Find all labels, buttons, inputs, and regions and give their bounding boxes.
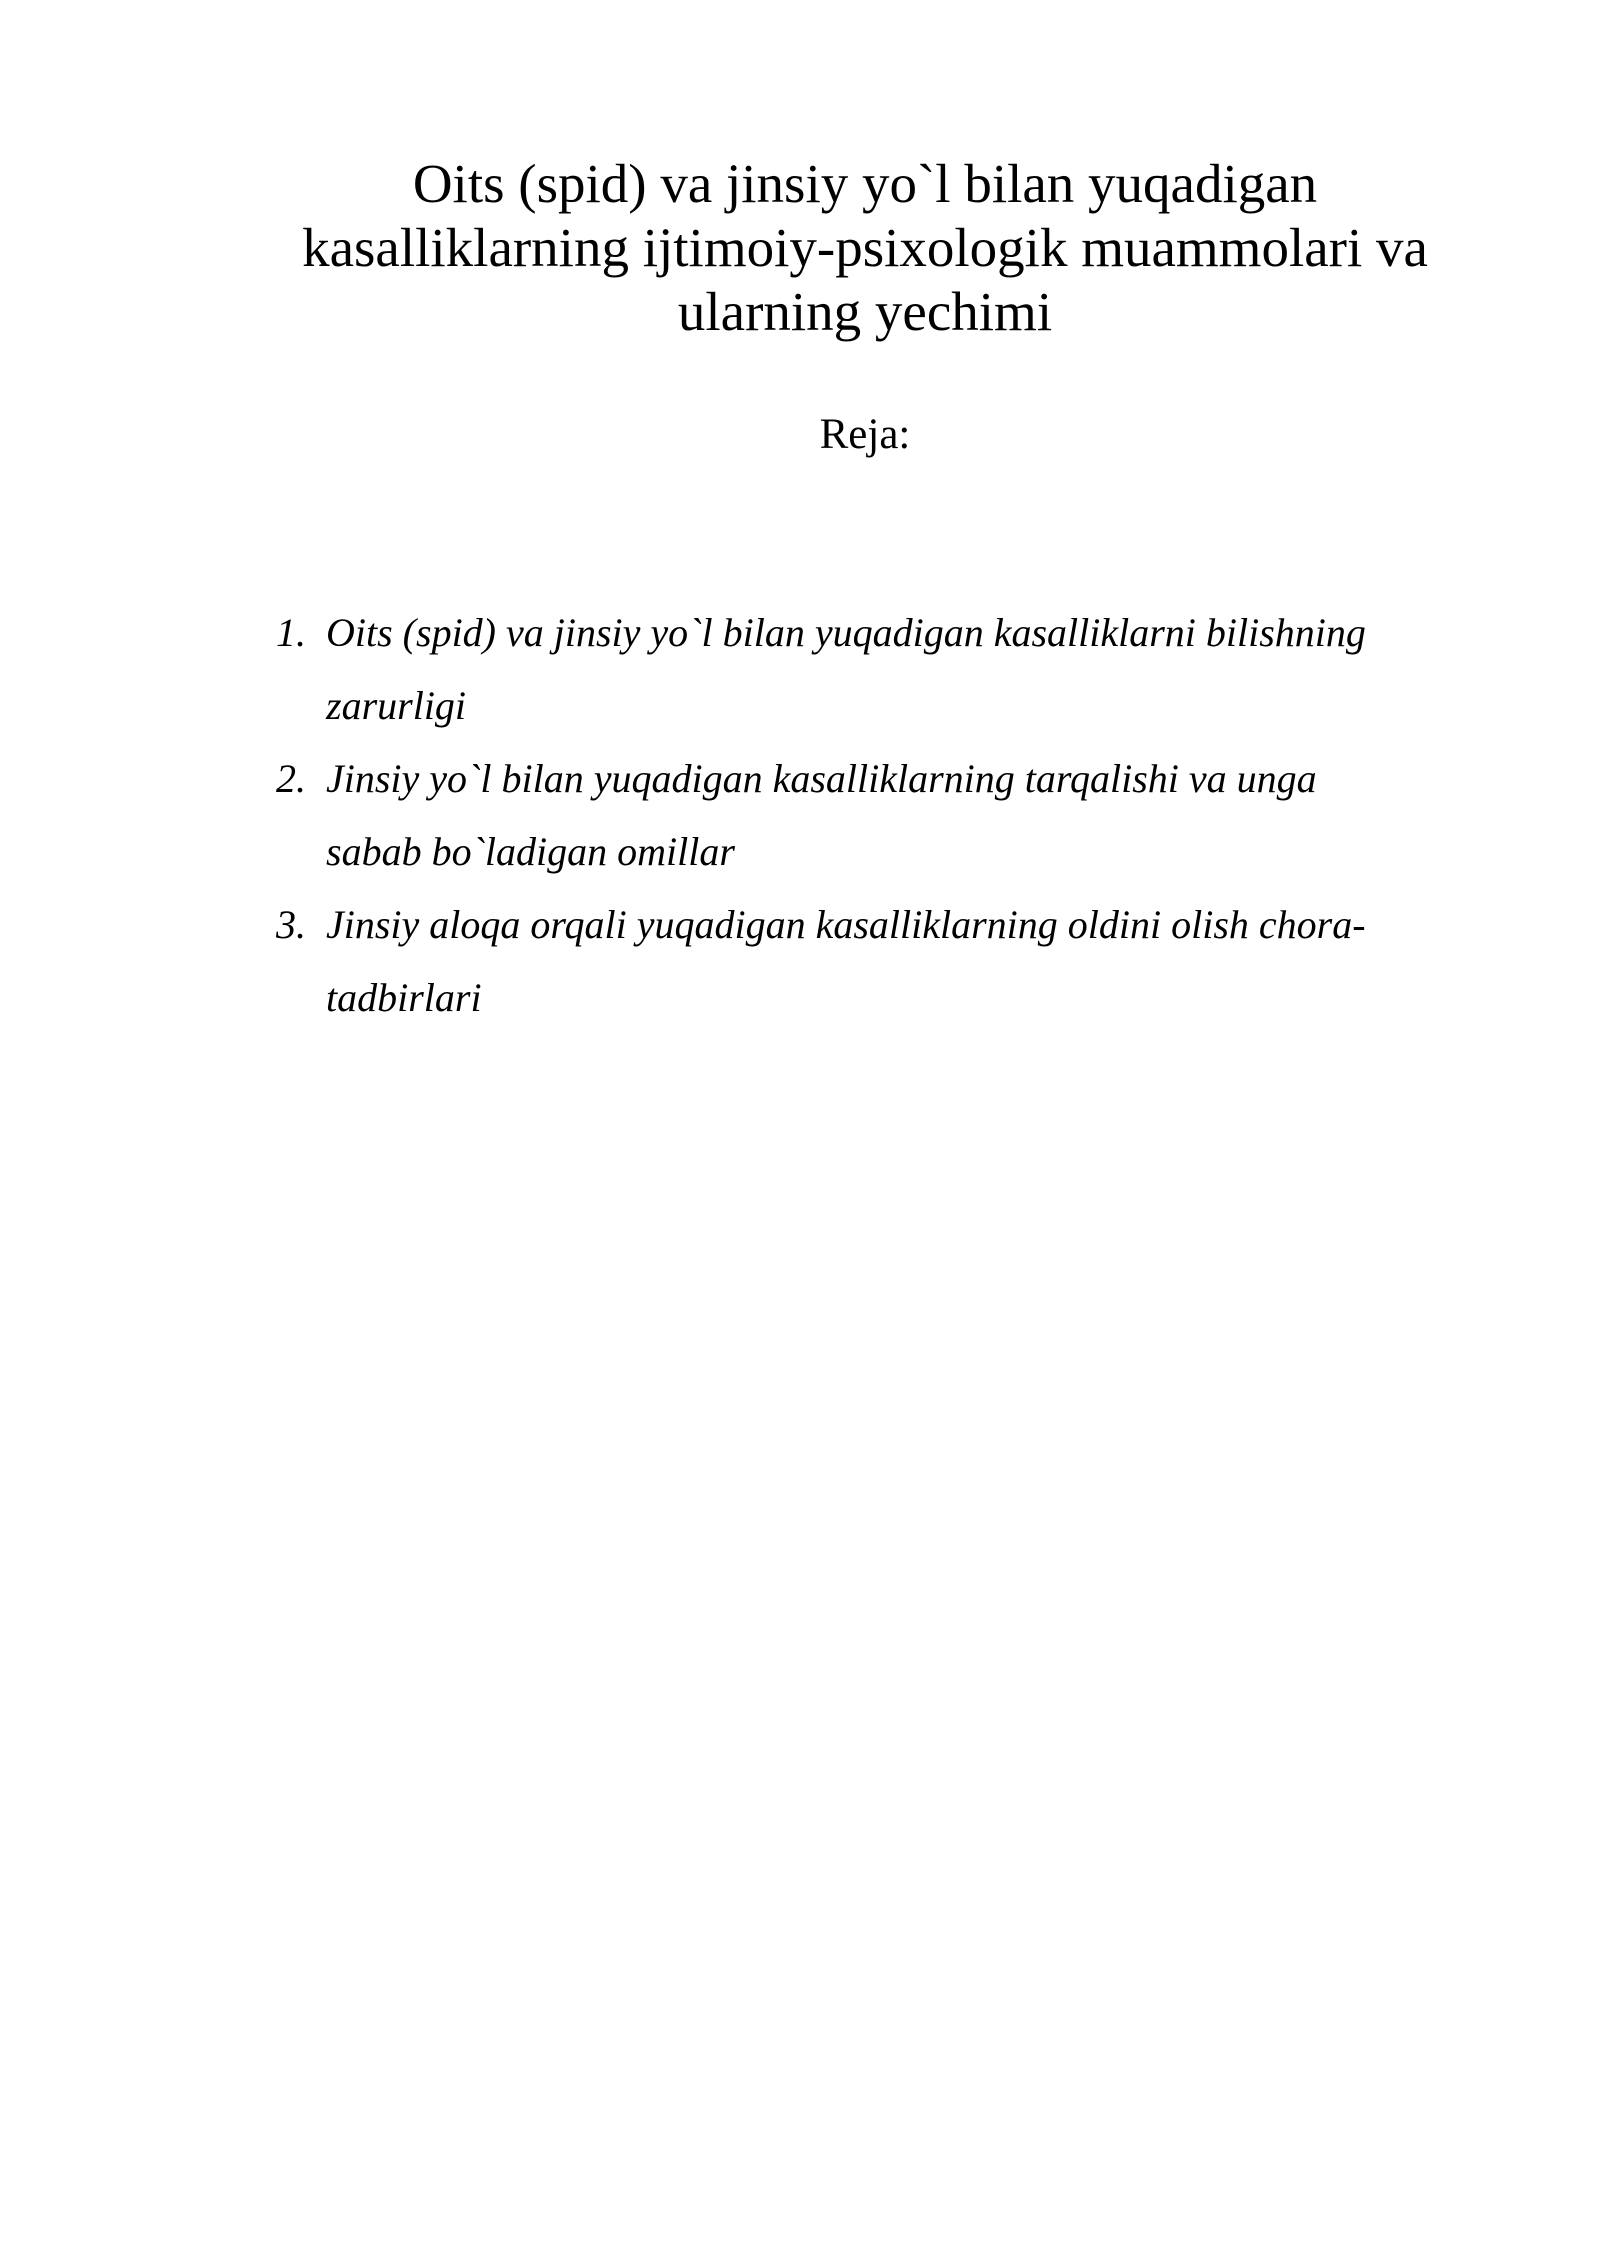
plan-item-text: Jinsiy yo`l bilan yuqadigan kasalliklarning tarqalishi va unga xyxy=(326,756,1317,801)
document-title xyxy=(240,152,1490,344)
plan-item-text: Jinsiy aloqa orqali yuqadigan kasalliklarning oldini olish chora- xyxy=(326,902,1366,947)
plan-list xyxy=(270,596,1490,1034)
title-line: kasalliklarning ijtimoiy-psixologik muammolari va xyxy=(302,217,1428,278)
plan-item xyxy=(270,742,1490,888)
plan-item xyxy=(270,596,1490,742)
plan-item-text: Oits (spid) va jinsiy yo`l bilan yuqadigan kasalliklarni bilishning xyxy=(326,610,1366,655)
title-line: ularning yechimi xyxy=(677,281,1053,342)
plan-item-text: sabab bo`ladigan omillar xyxy=(326,829,735,874)
plan-item-text: zarurligi xyxy=(326,683,467,728)
plan-heading: Reja: xyxy=(819,411,911,458)
plan-item-number: 2. xyxy=(276,756,306,801)
title-line: Oits (spid) va jinsiy yo`l bilan yuqadigan xyxy=(412,153,1318,214)
plan-item xyxy=(270,888,1490,1034)
plan-item-number: 1. xyxy=(276,610,306,655)
plan-item-text: tadbirlari xyxy=(326,975,482,1020)
plan-item-number: 3. xyxy=(276,902,306,947)
